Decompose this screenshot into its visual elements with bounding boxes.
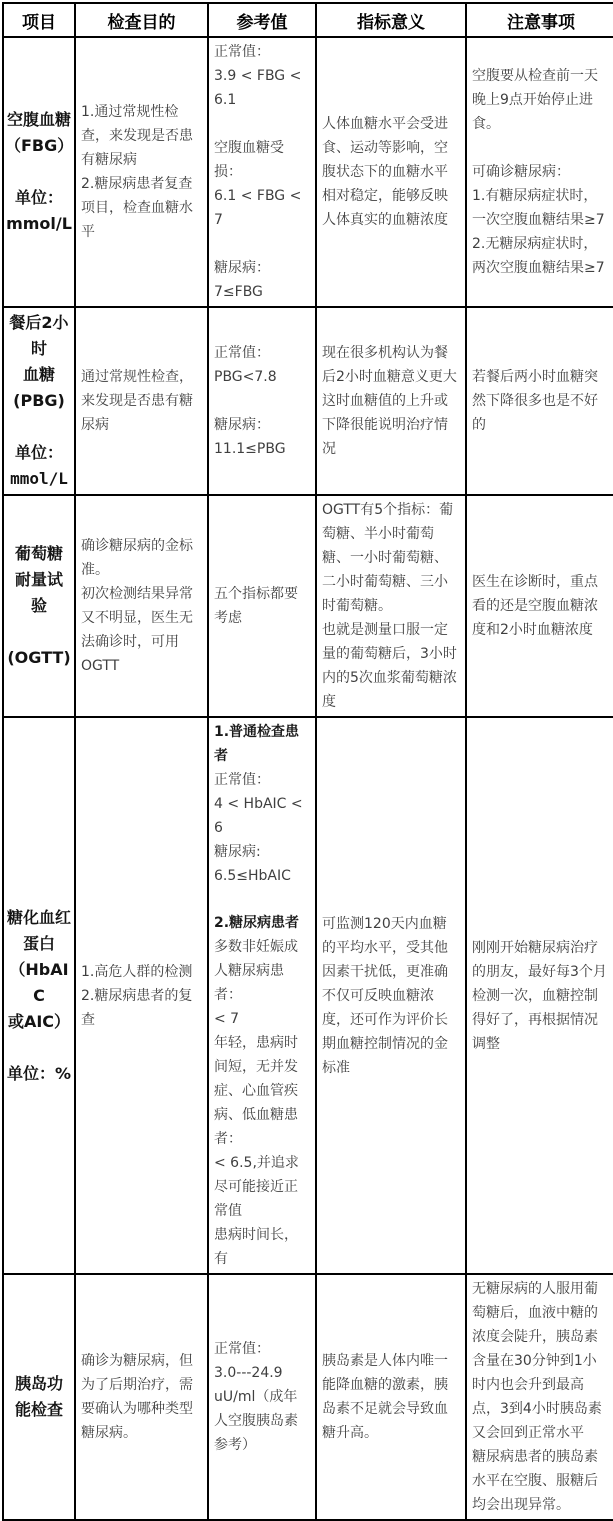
cell-line: 2.无糖尿病症状时，两次空腹血糖结果≥7: [472, 236, 605, 276]
cell-line: [472, 136, 610, 160]
column-header-0: 项目: [3, 3, 75, 37]
cell-line: 初次检测结果异常又不明显，医生无法确诊时，可用OGTT: [81, 586, 193, 674]
cell-r5-c2: [75, 1274, 208, 1520]
cell-line: 胰岛功: [14, 1374, 63, 1393]
cell-line: 蛋白: [22, 933, 55, 953]
cell-line: 6.1 < FBG < 7: [214, 188, 302, 228]
cell-r2-c2: [75, 307, 208, 495]
cell-line: [5, 414, 73, 440]
cell-line: 医生在诊断时，重点看的还是空腹血糖浓度和2小时血糖浓度: [472, 574, 598, 638]
column-header-1: 检查目的: [75, 3, 208, 37]
cell-line: 可确诊糖尿病：: [472, 164, 570, 180]
cell-line: 正常值：: [214, 772, 270, 788]
cell-line: 2.糖尿病患者: [214, 915, 300, 931]
cell-r4-c5: [466, 717, 613, 1274]
cell-r5-c3: [208, 1274, 316, 1520]
cell-line: 4 < HbAIC < 6: [214, 796, 303, 836]
cell-line: 确诊为糖尿病，但为了后期治疗，需要确认为哪种类型糖尿病。: [81, 1353, 193, 1441]
cell-r3-c5: [466, 495, 613, 717]
cell-r1-c4: [316, 37, 466, 307]
cell-line: 糖化血红: [6, 907, 71, 927]
cell-line: 正常值：: [214, 44, 270, 60]
column-header-2: 参考值: [208, 3, 316, 37]
cell-line: mmol/L: [10, 469, 68, 488]
cell-line: [214, 112, 310, 136]
cell-line: 11.1≤PBG: [214, 441, 286, 457]
cell-line: 现在很多机构认为餐后2小时血糖意义更大这时血糖值的上升或下降很能说明治疗情况: [322, 345, 457, 457]
cell-line: （FBG）: [5, 136, 74, 155]
table-row: [3, 307, 613, 495]
cell-r2-c3: [208, 307, 316, 495]
cell-line: 多数非妊娠成人糖尿病患者：: [214, 939, 298, 1003]
cell-line: 2.糖尿病患者的复查: [81, 987, 193, 1028]
column-header-3: 指标意义: [316, 3, 466, 37]
cell-line: 也就是测量口服一定量的葡萄糖后，3小时内的5次血浆葡萄糖浓度: [322, 622, 457, 710]
cell-r4-c4: [316, 717, 466, 1274]
cell-line: 可监测120天内血糖的平均水平，受其他因素干扰低，更准确: [322, 915, 448, 980]
cell-line: 2.糖尿病患者复查项目，检查血糖水平: [81, 176, 193, 240]
cell-line: [214, 232, 310, 256]
cell-line: 正常值：: [214, 1341, 270, 1357]
table-header: [3, 3, 613, 37]
cell-r3-c3: [208, 495, 316, 717]
cell-line: 餐后2小时: [9, 313, 69, 358]
table-row: [3, 495, 613, 717]
cell-line: 6.5≤HbAIC: [214, 868, 291, 884]
cell-r4-c3: [208, 717, 316, 1274]
cell-r1-c1: [3, 37, 75, 307]
cell-line: [5, 159, 73, 185]
cell-line: OGTT有5个指标：葡萄糖、半小时葡萄糖、一小时葡萄糖、二小时葡萄糖、三小时葡萄糖。: [322, 502, 454, 614]
cell-line: (OGTT): [7, 648, 71, 667]
cell-r1-c2: [75, 37, 208, 307]
cell-line: 糖尿病:: [214, 844, 261, 860]
cell-line: 刚刚开始糖尿病治疗的朋友，最好每3个月检测一次，血糖控制得好了，再根据情况调整: [472, 939, 607, 1052]
cell-line: 7≤FBG: [214, 284, 263, 300]
cell-r2-c1: [3, 307, 75, 495]
cell-r1-c5: [466, 37, 613, 307]
cell-line: 无糖尿病的人服用葡萄糖后，血液中糖的浓度会陡升，胰岛素含量在30分钟到1小时内也会升到最高点，3到4小时胰岛素又会回到正常水平: [472, 1281, 602, 1441]
cell-r1-c3: [208, 37, 316, 307]
cell-line: 糖尿病：: [214, 417, 270, 433]
cell-r4-c1: [3, 717, 75, 1274]
cell-line: 1.有糖尿病症状时，一次空腹血糖结果≥7: [472, 188, 605, 228]
cell-line: < 7: [214, 1011, 240, 1027]
cell-line: 年轻，患病时间短，无并发症、心血管疾病、低血糖患者：: [214, 1035, 298, 1147]
cell-line: 1.普通检查患者: [214, 724, 300, 764]
cell-line: 或AIC）: [7, 1011, 71, 1031]
cell-line: 1.高危人群的检测: [81, 963, 193, 980]
cell-line: 单位：: [14, 188, 63, 207]
cell-line: < 6.5,并追求尽可能接近正常值: [214, 1155, 299, 1219]
table-body: [3, 37, 613, 1520]
cell-r2-c4: [316, 307, 466, 495]
cell-r3-c2: [75, 495, 208, 717]
cell-line: 正常值：: [214, 345, 270, 361]
cell-line: 验: [30, 596, 47, 615]
cell-line: 空腹要从检查前一天晚上9点开始停止进食。: [472, 68, 598, 132]
cell-line: [5, 619, 73, 645]
cell-line: 空腹血糖受损：: [214, 140, 284, 180]
cell-line: [214, 888, 310, 911]
cell-line: 若餐后两小时血糖突然下降很多也是不好的: [472, 369, 598, 433]
cell-line: 耐量试: [14, 570, 63, 589]
glucose-tests-table: [2, 2, 613, 1521]
table-row: [3, 1274, 613, 1520]
cell-line: 3.9 < FBG < 6.1: [214, 68, 302, 108]
cell-r5-c4: [316, 1274, 466, 1520]
cell-line: 五个指标都要考虑: [214, 586, 298, 626]
table-row: [3, 37, 613, 307]
cell-line: 1.通过常规性检查，来发现是否患有糖尿病: [81, 104, 193, 168]
cell-line: 单位：%: [6, 1063, 72, 1083]
cell-r5-c5: [466, 1274, 613, 1520]
table-row: [3, 717, 613, 1274]
cell-line: 患病时间长，有: [214, 1227, 298, 1267]
cell-line: [214, 389, 310, 413]
cell-r2-c5: [466, 307, 613, 495]
cell-r3-c4: [316, 495, 466, 717]
cell-line: 葡萄糖: [14, 544, 63, 563]
cell-line: 人体血糖水平会受进食、运动等影响，空腹状态下的血糖水平相对稳定，能够反映人体真实的血糖浓度: [322, 116, 448, 228]
cell-line: 通过常规性检查，来发现是否患有糖尿病: [81, 369, 193, 433]
cell-r5-c1: [3, 1274, 75, 1520]
cell-r3-c1: [3, 495, 75, 717]
cell-line: 3.0---24.9 uU/ml（成年人空腹胰岛素参考）: [214, 1365, 298, 1453]
cell-line: （HbAIC: [9, 959, 69, 1005]
cell-line: 确诊糖尿病的金标准。: [81, 538, 193, 578]
cell-line: 胰岛素是人体内唯一能降血糖的激素，胰岛素不足就会导致血糖升高。: [322, 1353, 448, 1441]
column-header-4: 注意事项: [466, 3, 613, 37]
cell-line: mmol/L: [6, 214, 72, 233]
cell-line: 单位：: [14, 443, 63, 462]
cell-line: 糖尿病：: [214, 260, 270, 276]
cell-line: 空腹血糖: [6, 110, 71, 129]
cell-line: PBG<7.8: [214, 369, 277, 385]
header-row: [3, 3, 613, 37]
cell-line: 血糖(PBG): [13, 365, 65, 410]
cell-line: 不仅可反映血糖浓度，还可作为评价长期血糖控制情况的金标准: [322, 987, 448, 1076]
cell-line: 糖尿病患者的胰岛素水平在空腹、服糖后均会出现异常。: [472, 1449, 598, 1513]
cell-r4-c2: [75, 717, 208, 1274]
cell-line: [5, 1035, 73, 1061]
cell-line: 能检查: [14, 1400, 63, 1419]
